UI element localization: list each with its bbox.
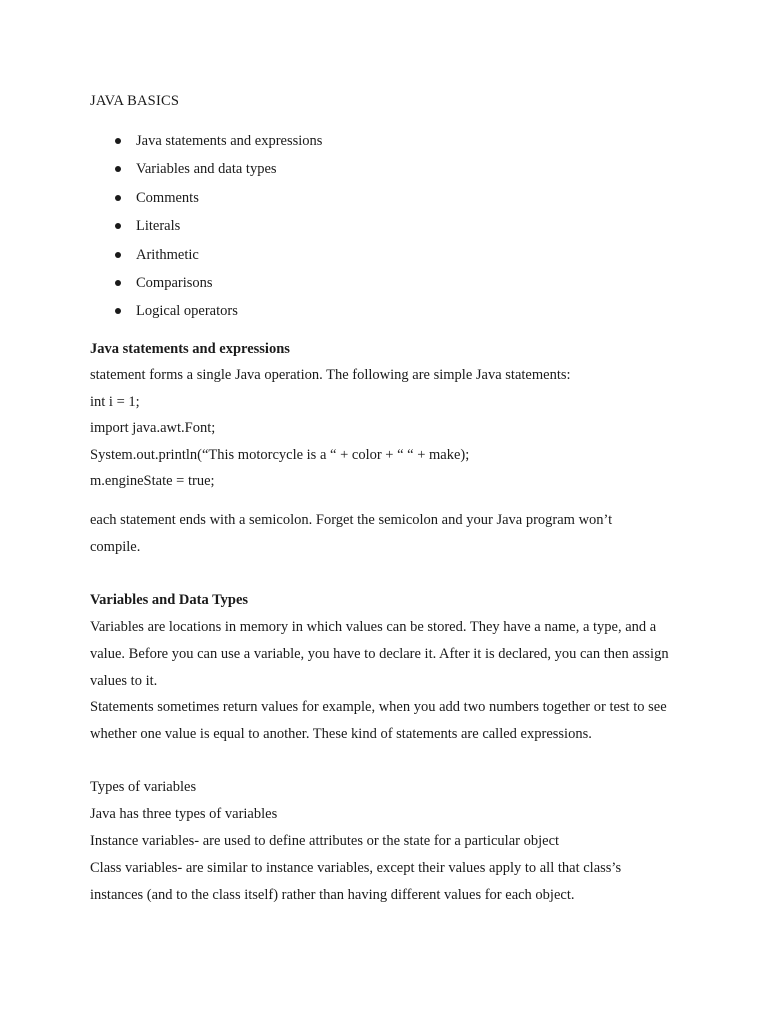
variables-section (90, 590, 690, 610)
topic-label: Literals (136, 218, 181, 235)
types-heading: Types of variables (90, 779, 197, 795)
list-item (90, 159, 322, 187)
semicolon-note: each statement ends with a semicolon. Forget the semicolon and your Java program won’t compile. (90, 512, 613, 555)
section-heading: Variables and Data Types (90, 592, 249, 608)
document-title: JAVA BASICS (90, 93, 180, 109)
list-item (90, 216, 322, 244)
statements-intro: statement forms a single Java operation. The following are simple Java statements: (90, 367, 571, 384)
list-item (90, 188, 322, 216)
expressions-paragraph: Statements sometimes return values for example, when you add two numbers together or test to see whether one value is equal to another. These kind of statements are called expressions. (90, 699, 667, 742)
code-line: System.out.println(“This motorcycle is a “ + color + “ “ + make); (90, 446, 470, 463)
bullet-icon (115, 223, 121, 229)
topic-list (90, 131, 322, 330)
statements-section (90, 339, 690, 491)
topic-label: Comments (136, 189, 199, 206)
topic-label: Java statements and expressions (136, 133, 323, 149)
variables-paragraph: Variables are locations in memory in which values can be stored. They have a name, a type, and a value. Before you can use a variable, you have to declare it. After it is declared, you can then assign values to it. (90, 619, 669, 689)
topic-label: Comparisons (136, 274, 213, 291)
types-intro: Java has three types of variables (90, 805, 278, 822)
variable-types-section (90, 774, 690, 854)
topic-label: Arithmetic (136, 246, 199, 263)
bullet-icon (115, 138, 121, 144)
bullet-icon (115, 166, 121, 172)
bullet-icon (115, 195, 121, 201)
class-variables-paragraph: Class variables- are similar to instance variables, except their values apply to all that class’s instances (and to the class itself) rather than having different values for each object. (90, 860, 622, 903)
code-line: int i = 1; (90, 393, 140, 410)
instance-variables-line: Instance variables- are used to define attributes or the state for a particular object (90, 832, 560, 849)
code-line: m.engineState = true; (90, 472, 215, 489)
topic-label: Variables and data types (136, 161, 277, 178)
code-line: import java.awt.Font; (90, 420, 216, 437)
list-item (90, 245, 322, 273)
bullet-icon (115, 252, 121, 258)
bullet-icon (115, 308, 121, 314)
list-item (90, 131, 322, 159)
bullet-icon (115, 280, 121, 286)
section-heading: Java statements and expressions (90, 341, 290, 357)
list-item (90, 273, 322, 301)
list-item (90, 301, 322, 329)
topic-label: Logical operators (136, 303, 238, 320)
